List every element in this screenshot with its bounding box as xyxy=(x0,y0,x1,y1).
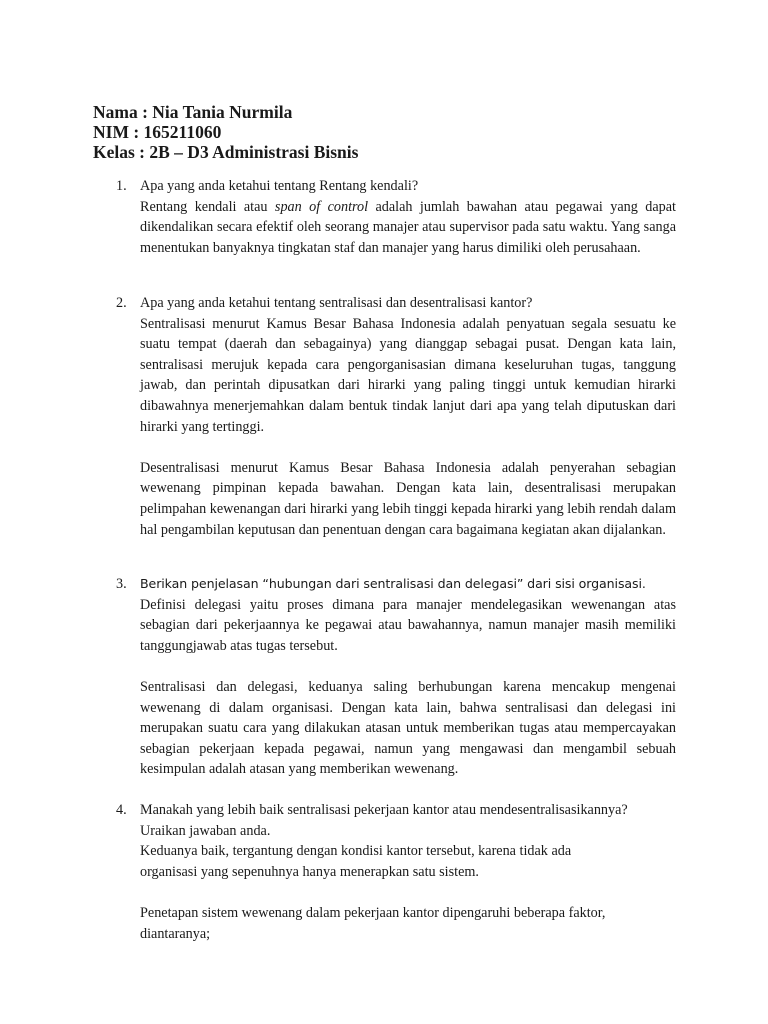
item-number: 3. xyxy=(116,576,127,592)
answer-paragraph: Sentralisasi menurut Kamus Besar Bahasa Indonesia adalah penyatuan segala sesuatu ke suatu tempat (daerah dan sebagainya) yang dianggap sebagai pusat. Dengan kata lain, sentralisasi merujuk kepada cara pengorganisasian dimana keseluruhan tugas, tanggung jawab, dan perintah dipusatkan dari hirarki yang paling tinggi untuk kemudian hirarki dibawahnya menerjemahkan dalam bentuk tindak lanjut dari apa yang telah diputuskan dari hirarki yang tertinggi. xyxy=(140,315,676,435)
answer-emphasis: span of control xyxy=(274,198,369,215)
student-nim: NIM : 165211060 xyxy=(93,122,222,142)
answer-paragraph: Desentralisasi menurut Kamus Besar Bahasa Indonesia adalah penyerahan sebagian wewenang pimpinan kepada bawahan. Dengan kata lain, desentralisasi merupakan pelimpahan kewenangan dari hirarki yang lebih tinggi kepada hirarki yang lebih rendah dalam hal pengambilan keputusan dan penentuan dengan cara bagaimana kegiatan akan dijalankan. xyxy=(140,459,676,538)
item-number: 1. xyxy=(116,178,127,194)
answer-paragraph: Penetapan sistem wewenang dalam pekerjaan kantor dipengaruhi beberapa faktor, diantaranya; xyxy=(140,904,606,942)
list-item-2 xyxy=(116,293,676,540)
list-item-3 xyxy=(116,574,676,780)
student-header xyxy=(93,102,358,162)
answer-paragraph xyxy=(140,197,676,259)
list-item-1 xyxy=(116,176,676,258)
list-item-4 xyxy=(116,800,676,944)
question-text: Apa yang anda ketahui tentang Rentang kendali? xyxy=(140,178,419,194)
student-name: Nama : Nia Tania Nurmila xyxy=(93,102,293,122)
question-text: Apa yang anda ketahui tentang sentralisasi dan desentralisasi kantor? xyxy=(140,295,533,311)
answer-paragraph: Keduanya baik, tergantung dengan kondisi kantor tersebut, karena tidak ada organisasi yang sepenuhnya hanya menerapkan satu sistem. xyxy=(140,843,572,880)
item-number: 2. xyxy=(116,295,127,311)
answer-paragraph: Sentralisasi dan delegasi, keduanya saling berhubungan karena mencakup mengenai wewenang di dalam organisasi. Dengan kata lain, bahwa sentralisasi dan delegasi ini merupakan suatu cara yang dilakukan atasan untuk memberikan tugas atau mempercayakan sebagian pekerjaan kepada pegawai, namun yang mengawasi dan mengambil sebuah kesimpulan adalah atasan yang memberikan wewenang. xyxy=(140,678,676,778)
student-class: Kelas : 2B – D3 Administrasi Bisnis xyxy=(93,142,359,162)
question-text-continued: Uraikan jawaban anda. xyxy=(140,822,271,839)
item-number: 4. xyxy=(116,802,127,818)
answer-text-part: adalah jumlah bawahan atau pegawai yang dapat dikendalikan secara efektif oleh seorang manajer atau supervisor pada satu waktu. Yang sanga menentukan banyaknya tingkatan staf dan manajer yang harus dimiliki oleh perusahaan. xyxy=(140,198,676,256)
question-text: Manakah yang lebih baik sentralisasi pekerjaan kantor atau mendesentralisasikannya? xyxy=(140,802,628,818)
answer-paragraph: Definisi delegasi yaitu proses dimana para manajer mendelegasikan wewenangan atas sebagian dari pekerjaannya ke pegawai atau bawahannya, namun manajer masih memiliki tanggungjawab atas tugas tersebut. xyxy=(140,596,676,654)
answer-text-part: Rentang kendali atau xyxy=(140,198,275,215)
question-text: Berikan penjelasan “hubungan dari sentralisasi dan delegasi” dari sisi organisasi. xyxy=(140,576,646,591)
